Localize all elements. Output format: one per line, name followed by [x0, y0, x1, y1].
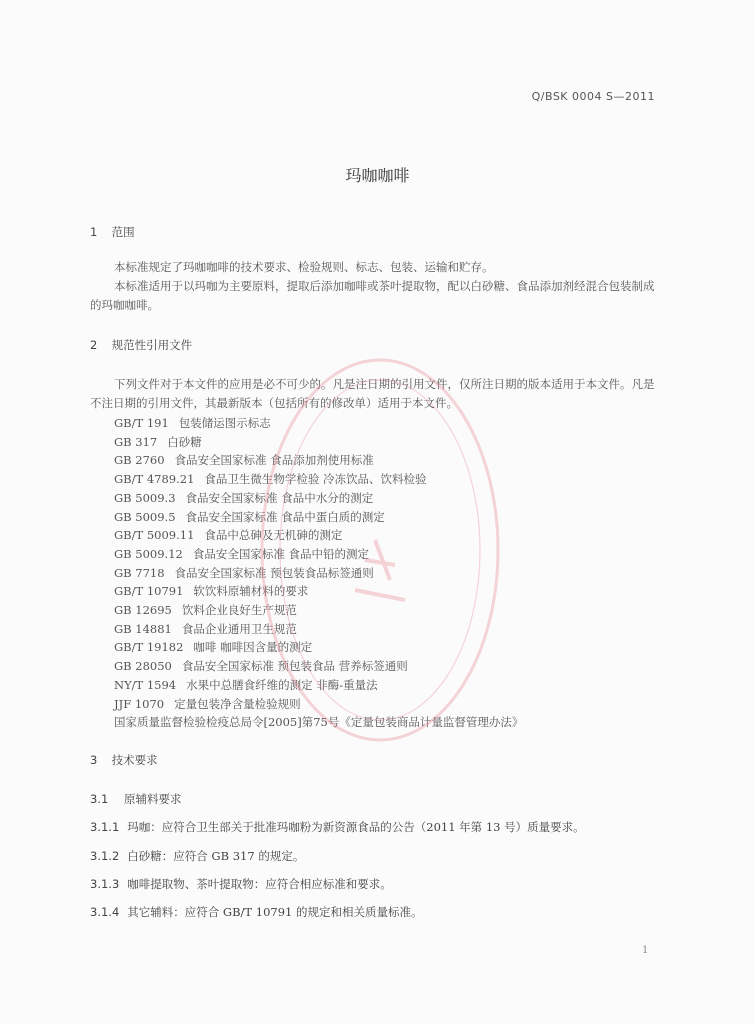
reference-list — [114, 414, 523, 732]
reference-item — [114, 526, 523, 545]
section-3-heading — [90, 752, 158, 768]
reference-item — [114, 638, 523, 657]
requirement-number: 3.1.4 — [90, 905, 120, 919]
section-1-heading — [90, 224, 135, 240]
requirement-item — [90, 904, 423, 920]
reference-item — [114, 470, 523, 489]
reference-code: GB/T 5009.11 — [114, 528, 195, 543]
requirement-text: 白砂糖：应符合 GB 317 的规定。 — [127, 849, 305, 863]
reference-title: 食品企业通用卫生规范 — [181, 621, 297, 636]
reference-item — [114, 508, 523, 527]
reference-item — [114, 489, 523, 508]
standard-code: Q/BSK 0004 S—2011 — [531, 90, 655, 103]
requirement-item — [90, 876, 392, 892]
reference-code: GB 317 — [114, 434, 158, 449]
reference-item — [114, 414, 523, 433]
reference-code: GB 2760 — [114, 453, 165, 468]
reference-title: 食品安全国家标准 食品中蛋白质的测定 — [185, 509, 385, 524]
section-2-heading — [90, 337, 192, 353]
reference-title: 定量包装净含量检验规则 — [174, 696, 301, 711]
section-3-1-number: 3.1 — [90, 792, 109, 806]
section-1-number: 1 — [90, 225, 98, 239]
reference-title: 食品安全国家标准 预包装食品 营养标签通则 — [181, 659, 408, 674]
reference-code: GB 7718 — [114, 565, 165, 580]
requirement-item — [90, 819, 585, 835]
reference-title: 食品安全国家标准 食品添加剂使用标准 — [174, 453, 374, 468]
reference-title: 水果中总膳食纤维的测定 非酶-重量法 — [186, 677, 378, 692]
reference-title: 食品中总砷及无机砷的测定 — [204, 528, 343, 543]
section-2-intro: 下列文件对于本文件的应用是必不可少的。凡是注日期的引用文件，仅所注日期的版本适用于本文件。凡是不注日期的引用文件，其最新版本（包括所有的修改单）适用于本文件。 — [90, 377, 655, 410]
reference-code: NY/T 1594 — [114, 677, 177, 692]
reference-item — [114, 545, 523, 564]
section-3-number: 3 — [90, 753, 98, 767]
reference-code: GB 28050 — [114, 659, 172, 674]
requirement-text: 其它辅料：应符合 GB/T 10791 的规定和相关质量标准。 — [127, 905, 423, 919]
reference-item — [114, 564, 523, 583]
reference-item — [114, 695, 523, 714]
reference-code: GB 14881 — [114, 621, 172, 636]
requirement-number: 3.1.2 — [90, 849, 120, 863]
reference-title: 国家质量监督检验检疫总局令[2005]第75号《定量包装商品计量监督管理办法》 — [114, 715, 524, 730]
reference-item — [114, 451, 523, 470]
reference-code: GB/T 191 — [114, 416, 169, 430]
reference-title: 食品卫生微生物学检验 冷冻饮品、饮料检验 — [204, 472, 427, 487]
requirement-number: 3.1.3 — [90, 877, 120, 891]
reference-code: GB/T 10791 — [114, 584, 184, 599]
section-2-title: 规范性引用文件 — [111, 338, 193, 352]
reference-title: 食品安全国家标准 食品中铅的测定 — [192, 546, 370, 561]
reference-item — [114, 620, 523, 639]
reference-code: GB 5009.3 — [114, 490, 176, 505]
reference-item — [114, 657, 523, 676]
reference-code: GB/T 4789.21 — [114, 472, 195, 487]
requirement-text: 咖啡提取物、茶叶提取物：应符合相应标准和要求。 — [127, 877, 392, 891]
reference-title: 饮料企业良好生产规范 — [181, 603, 297, 618]
requirement-text: 玛咖：应符合卫生部关于批准玛咖粉为新资源食品的公告（2011 年第 13 号）质量要求。 — [127, 820, 585, 834]
reference-item — [114, 713, 523, 732]
section-1-title: 范围 — [111, 225, 135, 239]
section-3-1-heading — [90, 791, 181, 807]
reference-code: JJF 1070 — [114, 696, 165, 711]
reference-code: GB/T 19182 — [114, 640, 184, 655]
reference-code: GB 12695 — [114, 603, 172, 618]
reference-title: 食品安全国家标准 食品中水分的测定 — [185, 490, 374, 505]
section-1-paragraph-2: 本标准适用于以玛咖为主要原料，提取后添加咖啡或茶叶提取物，配以白砂糖、食品添加剂经混合包装制成的玛咖咖啡。 — [90, 279, 655, 312]
reference-title: 软饮料原辅材料的要求 — [193, 584, 309, 599]
section-2-number: 2 — [90, 338, 98, 352]
requirement-item — [90, 848, 304, 864]
reference-item — [114, 676, 523, 695]
reference-title: 咖啡 咖啡因含量的测定 — [193, 640, 313, 655]
section-3-1-title: 原辅料要求 — [123, 792, 182, 806]
page-number: 1 — [642, 945, 649, 956]
section-3-title: 技术要求 — [111, 753, 158, 767]
reference-title: 包装储运图示标志 — [178, 416, 271, 430]
reference-item — [114, 601, 523, 620]
reference-item — [114, 582, 523, 601]
reference-title: 白砂糖 — [167, 434, 202, 449]
requirement-number: 3.1.1 — [90, 820, 120, 834]
reference-code: GB 5009.12 — [114, 546, 183, 561]
reference-code: GB 5009.5 — [114, 509, 176, 524]
reference-title: 食品安全国家标准 预包装食品标签通则 — [174, 565, 374, 580]
section-1-paragraph-1: 本标准规定了玛咖咖啡的技术要求、检验规则、标志、包装、运输和贮存。 — [114, 260, 494, 274]
reference-item — [114, 433, 523, 452]
document-title: 玛咖咖啡 — [345, 166, 410, 185]
